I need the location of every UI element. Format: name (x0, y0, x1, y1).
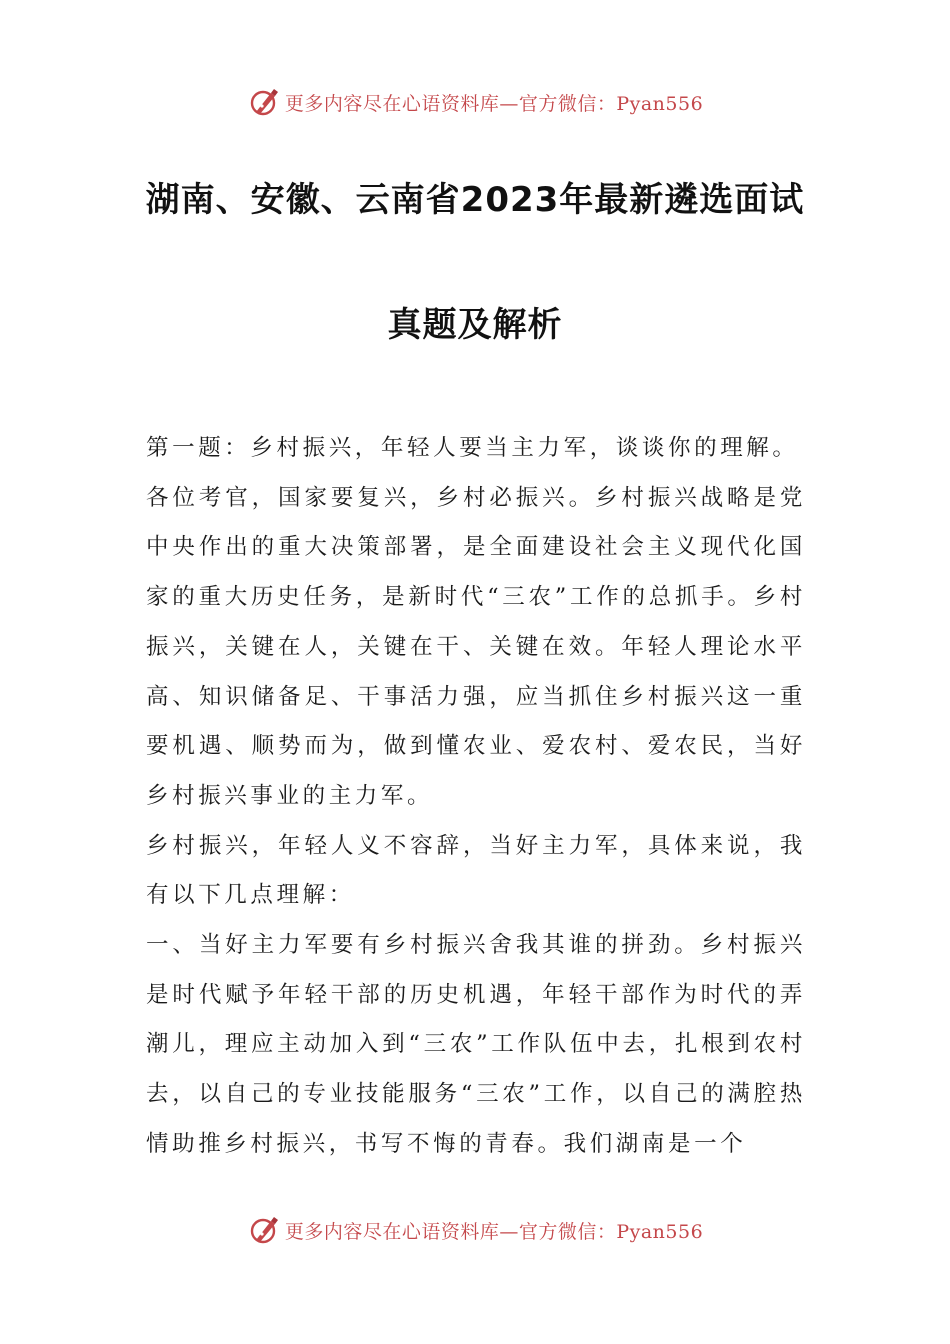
header-banner (0, 80, 950, 124)
pen-nib-circle-icon (247, 85, 281, 119)
page-title-line-2: 真题及解析 (387, 305, 563, 345)
paragraph-2: 乡村振兴，年轻人义不容辞，当好主力军，具体来说，我有以下几点理解： (146, 832, 806, 909)
pen-nib-circle-icon (247, 1213, 281, 1247)
footer-banner (0, 1208, 950, 1252)
page-title-line-1: 湖南、安徽、云南省2023年最新遴选面试 (145, 180, 805, 220)
footer-banner-text: 更多内容尽在心语资料库—官方微信：Pyan556 (284, 1220, 704, 1243)
paragraph-3: 一、当好主力军要有乡村振兴舍我其谁的拼劲。乡村振兴是时代赋予年轻干部的历史机遇，年轻干部作为时代的弄潮儿，理应主动加入到“三农”工作队伍中去，扎根到农村去，以自己的专业技能服务“三农”工作，以自己的满腔热情助推乡村振兴，书写不悔的青春。我们湖南是一个 (146, 932, 806, 1157)
header-banner-text: 更多内容尽在心语资料库—官方微信：Pyan556 (284, 92, 704, 115)
paragraph-1: 各位考官，国家要复兴，乡村必振兴。乡村振兴战略是党中央作出的重大决策部署，是全面建设社会主义现代化国家的重大历史任务，是新时代“三农”工作的总抓手。乡村振兴，关键在人，关键在干、关键在效。年轻人理论水平高、知识储备足、干事活力强，应当抓住乡村振兴这一重要机遇、顺势而为，做到懂农业、爱农村、爱农民，当好乡村振兴事业的主力军。 (146, 484, 806, 809)
article-body (146, 424, 806, 1170)
question-heading: 第一题：乡村振兴，年轻人要当主力军，谈谈你的理解。 (146, 435, 799, 461)
